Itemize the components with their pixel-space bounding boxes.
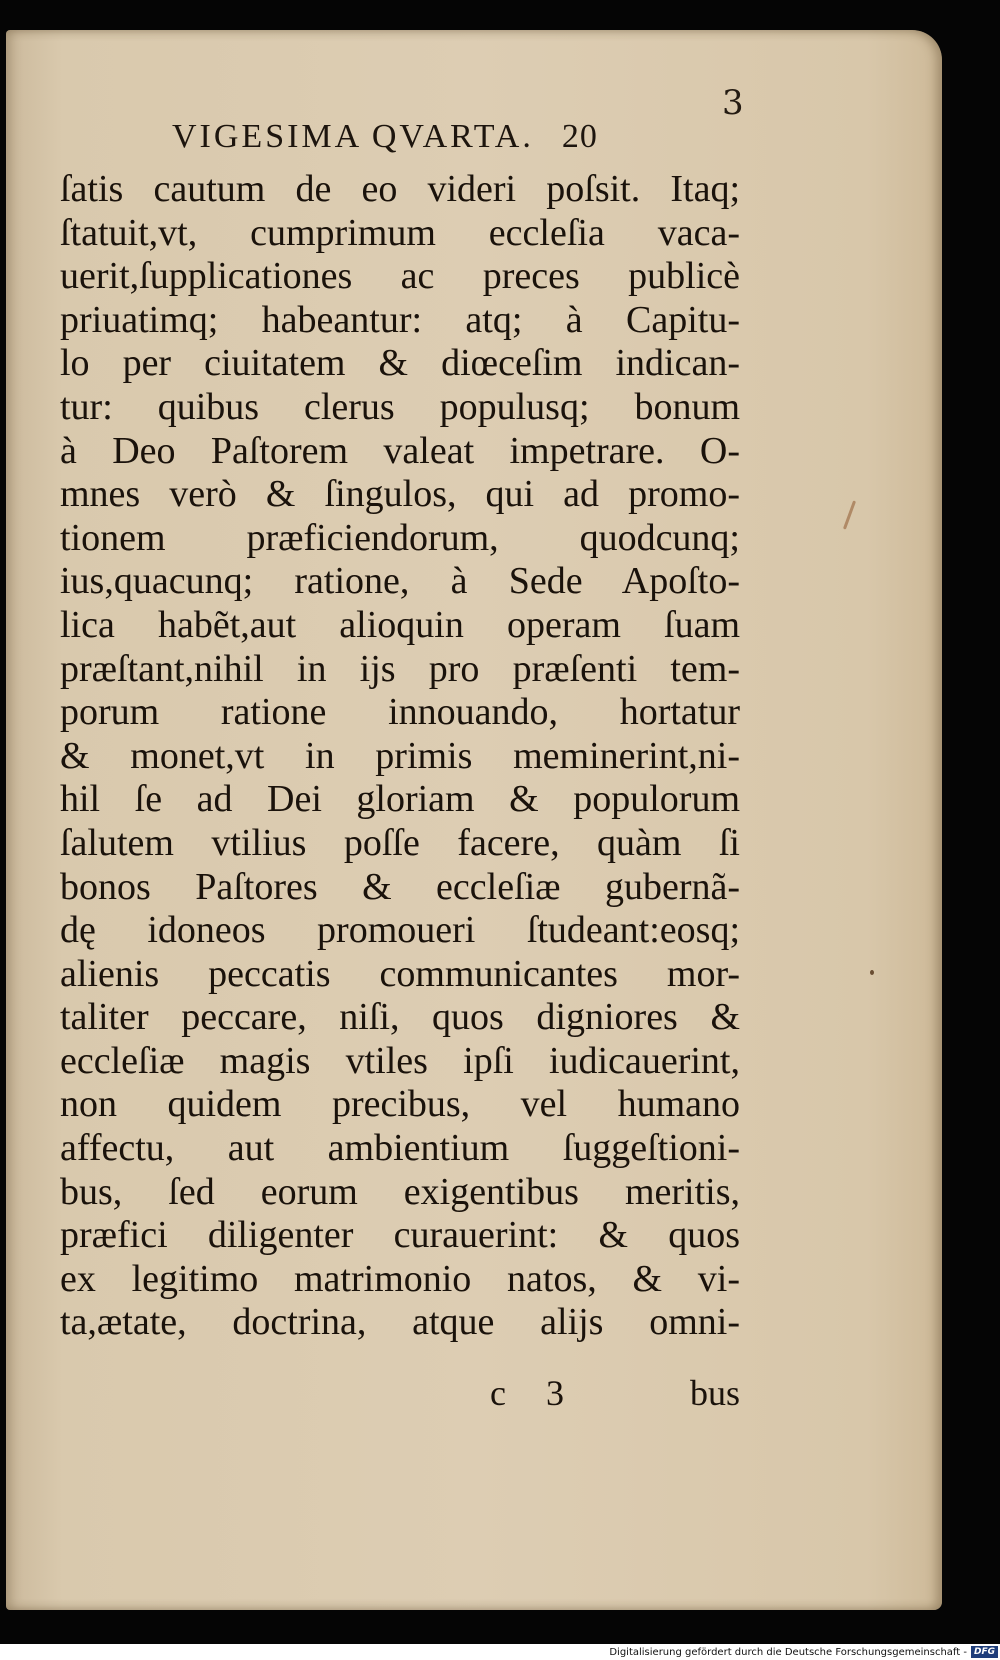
signature-line — [490, 1372, 740, 1414]
handwritten-page-number: 3 — [722, 83, 744, 123]
text-line: affectu, aut ambientium ſuggeſtioni- — [60, 1127, 740, 1170]
text-line: & monet,vt in primis meminerint,ni- — [60, 734, 740, 777]
text-line: præſtant,nihil in ijs pro præſenti tem- — [60, 647, 740, 690]
body-text — [60, 168, 740, 1345]
text-line: lo per ciuitatem & diœceſim indican- — [60, 342, 740, 385]
text-line: porum ratione innouando, hortatur — [60, 691, 740, 734]
ink-speck — [870, 970, 874, 975]
text-line: non quidem precibus, vel humano — [60, 1083, 740, 1126]
folio-number: 20 — [561, 118, 598, 155]
text-line: taliter peccare, niſi, quos digniores & — [60, 996, 740, 1039]
text-line: uerit,ſupplicationes ac preces publicè — [60, 255, 740, 298]
text-line: ſalutem vtilius poſſe facere, quàm ſi — [60, 821, 740, 864]
footer-bar — [0, 1644, 1000, 1660]
text-line: tionem præficiendorum, quodcunq; — [60, 516, 740, 559]
text-line: bonos Paſtores & eccleſiæ gubernã- — [60, 865, 740, 908]
text-line: ius,quacunq; ratione, à Sede Apoſto- — [60, 560, 740, 603]
text-line: à Deo Paſtorem valeat impetrare. O- — [60, 429, 740, 472]
running-head-title: VIGESIMA QVARTA. — [172, 118, 534, 155]
text-line: eccleſiæ magis vtiles ipſi iudicauerint, — [60, 1039, 740, 1082]
text-line: præfici diligenter curauerint: & quos — [60, 1214, 740, 1257]
text-line: ſtatuit,vt, cumprimum eccleſia vaca- — [60, 211, 740, 254]
funding-credit: Digitalisierung gefördert durch die Deutsche Forschungsgemeinschaft - — [609, 1646, 967, 1658]
text-line: alienis peccatis communicantes mor- — [60, 952, 740, 995]
text-line: mnes verò & ſingulos, qui ad promo- — [60, 473, 740, 516]
text-line: priuatimq; habeantur: atq; à Capitu- — [60, 298, 740, 341]
text-line: ex legitimo matrimonio natos, & vi- — [60, 1257, 740, 1300]
ink-speck — [843, 500, 856, 529]
text-line: dę idoneos promoueri ſtudeant:eosq; — [60, 909, 740, 952]
text-line: hil ſe ad Dei gloriam & populorum — [60, 778, 740, 821]
text-line: tur: quibus clerus populusq; bonum — [60, 385, 740, 428]
text-line: ta,ætate, doctrina, atque alijs omni- — [60, 1301, 740, 1344]
text-line: lica habẽt,aut alioquin operam ſuam — [60, 603, 740, 646]
signature-number: 3 — [545, 1373, 564, 1413]
running-head — [172, 118, 598, 156]
text-line: bus, ſed eorum exigentibus meritis, — [60, 1170, 740, 1213]
catchword: bus — [689, 1373, 740, 1413]
signature-mark: c — [490, 1373, 506, 1413]
dfg-logo: DFG — [971, 1646, 998, 1658]
text-line: ſatis cautum de eo videri poſsit. Itaq; — [60, 168, 740, 210]
